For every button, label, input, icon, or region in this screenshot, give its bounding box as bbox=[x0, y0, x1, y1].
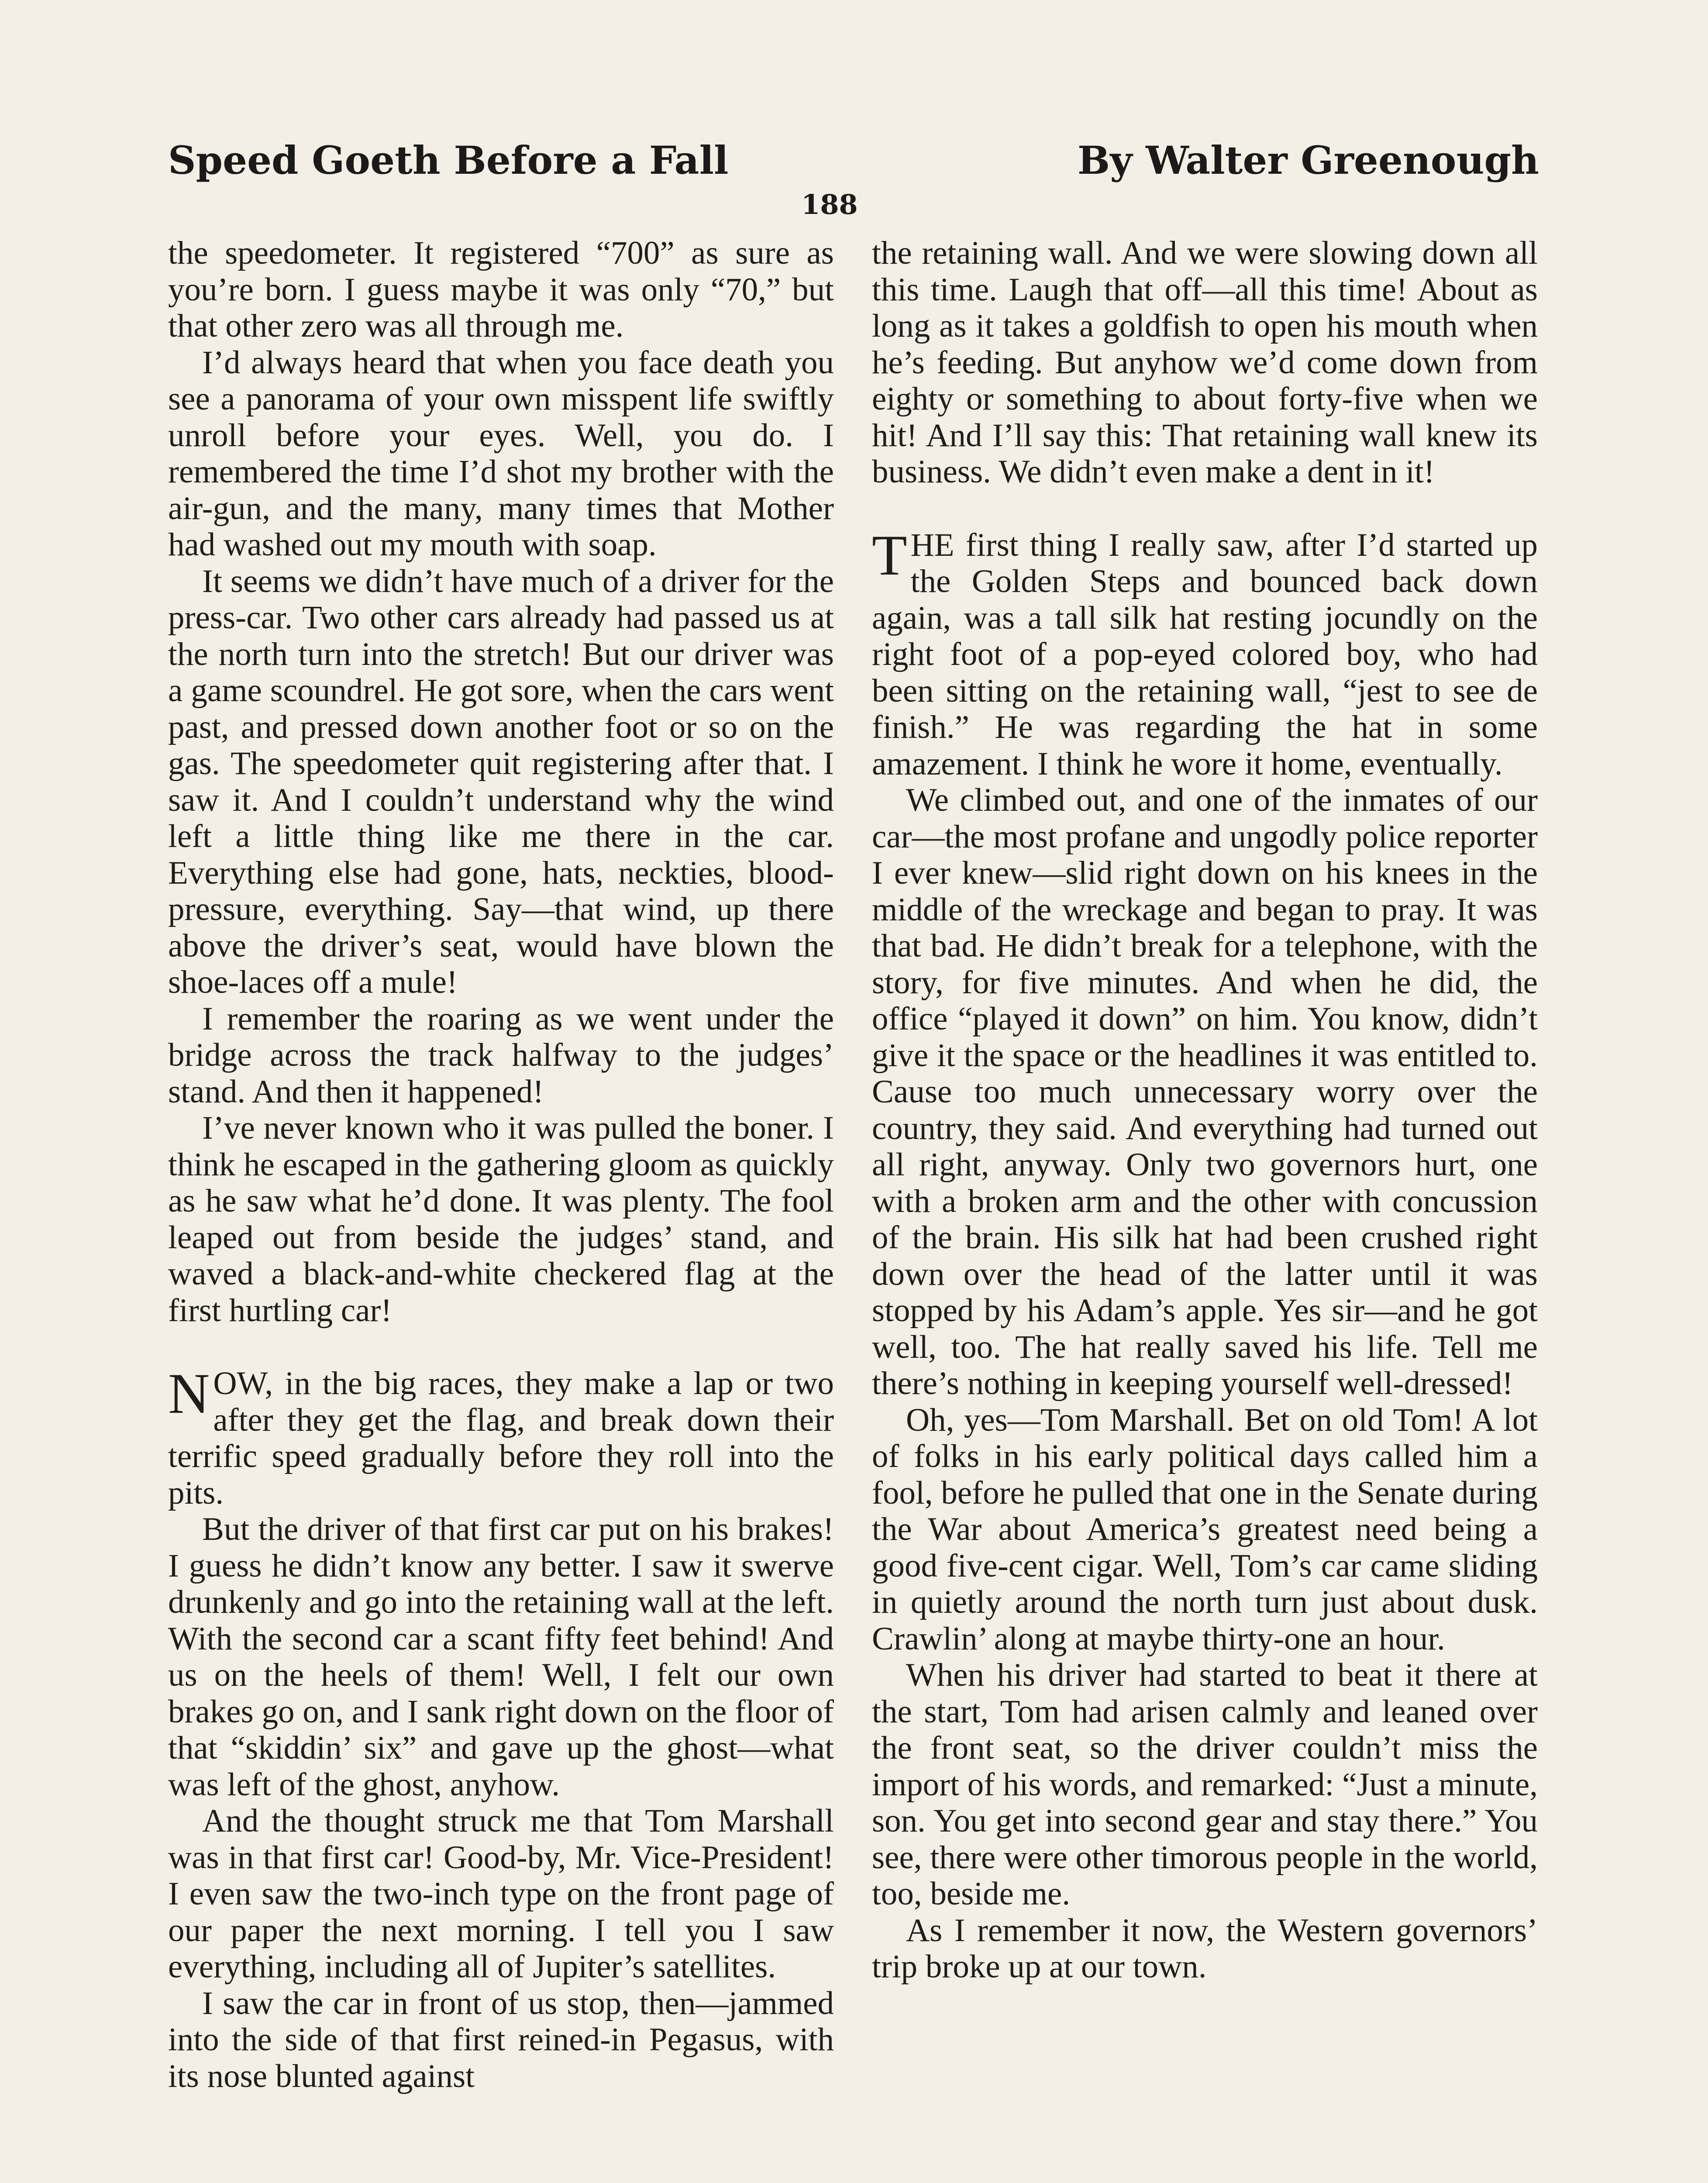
paragraph: Oh, yes—Tom Marshall. Bet on old Tom! A lot of folks in his early political days called him a fool, before he pulled that one in the Senate during the War about America’s greatest need being a good five-cent cigar. Well, Tom’s car came sliding in quietly around the north turn just about dusk. Crawlin’ along at maybe thirty-one an hour. bbox=[872, 1401, 1538, 1657]
left-column bbox=[168, 235, 834, 2094]
drop-cap-initial: T bbox=[872, 523, 907, 587]
running-header bbox=[168, 138, 1539, 194]
paragraph: I’ve never known who it was pulled the boner. I think he escaped in the gathering gloom as quickly as he saw what he’d done. It was plenty. The fool leaped out from beside the judges’ stand, and waved a black-and-white checkered flag at the first hurtling car! bbox=[168, 1110, 834, 1329]
paragraph: I’d always heard that when you face death you see a panorama of your own misspent life swiftly unroll before your eyes. Well, you do. I remembered the time I’d shot my brother with the air-gun, and the many, many times that Mother had washed out my mouth with soap. bbox=[168, 344, 834, 563]
paragraph: When his driver had started to beat it there at the start, Tom had arisen calmly and leaned over the front seat, so the driver couldn’t miss the import of his words, and remarked: “Just a minute, son. You get into second gear and stay there.” You see, there were other timorous people in the world, too, beside me. bbox=[872, 1657, 1538, 1912]
paragraph: We climbed out, and one of the inmates of our car—the most profane and ungodly police reporter I ever knew—slid right down on his knees in the middle of the wreckage and began to pray. It was that bad. He didn’t break for a telephone, with the story, for five minutes. And when he did, the office “played it down” on him. You know, didn’t give it the space or the headlines it was entitled to. Cause too much unnecessary worry over the country, they said. And everything had turned out all right, anyway. Only two governors hurt, one with a broken arm and the other with concussion of the brain. His silk hat had been crushed right down over the head of the latter until it was stopped by his Adam’s apple. Yes sir—and he got well, too. The hat really saved his life. Tell me there’s nothing in keeping yourself well-dressed! bbox=[872, 782, 1538, 1401]
paragraph: I saw the car in front of us stop, then—jammed into the side of that first reined-in Pegasus, with its nose blunted against bbox=[168, 1985, 834, 2094]
paragraph: As I remember it now, the Western governors’ trip broke up at our town. bbox=[872, 1912, 1538, 1985]
dropcap-paragraph-text: HE first thing I really saw, after I’d started up the Golden Steps and bounced back down again, was a tall silk hat resting jocundly on the right foot of a pop-eyed colored boy, who had been sitting on the retaining wall, “jest to see de finish.” He was regarding the hat in some amazement. I think he wore it home, eventually. bbox=[872, 527, 1538, 782]
right-column bbox=[872, 235, 1538, 1985]
author-byline: By Walter Greenough bbox=[1077, 138, 1539, 183]
paragraph: the retaining wall. And we were slowing down all this time. Laugh that off—all this time! About as long as it takes a goldfish to open his mouth when he’s feeding. But anyhow we’d come down from eighty or something to about forty-five when we hit! And I’ll say this: That retaining wall knew its business. We didn’t even make a dent in it! bbox=[872, 235, 1538, 490]
paragraph: It seems we didn’t have much of a driver for the press-car. Two other cars already had passed us at the north turn into the stretch! But our driver was a game scoundrel. He got sore, when the cars went past, and pressed down another foot or so on the gas. The speedometer quit registering after that. I saw it. And I couldn’t understand why the wind left a little thing like me there in the car. Everything else had gone, hats, neckties, blood-pressure, everything. Say—that wind, up there above the driver’s seat, would have blown the shoe-laces off a mule! bbox=[168, 563, 834, 1000]
paragraph: But the driver of that first car put on his brakes! I guess he didn’t know any better. I saw it swerve drunkenly and go into the retaining wall at the left. With the second car a scant fifty feet behind! And us on the heels of them! Well, I felt our own brakes go on, and I sank right down on the floor of that “skiddin’ six” and gave up the ghost—what was left of the ghost, anyhow. bbox=[168, 1511, 834, 1803]
paragraph: And the thought struck me that Tom Marshall was in that first car! Good-by, Mr. Vice-President! I even saw the two-inch type on the front page of our paper the next morning. I tell you I saw everything, including all of Jupiter’s satellites. bbox=[168, 1803, 834, 1985]
dropcap-paragraph bbox=[168, 1361, 834, 1511]
dropcap-paragraph bbox=[872, 523, 1538, 782]
paragraph: I remember the roaring as we went under the bridge across the track halfway to the judges’ stand. And then it happened! bbox=[168, 1000, 834, 1110]
dropcap-paragraph-text: OW, in the big races, they make a lap or two after they get the flag, and break down their terrific speed gradually before they roll into the pits. bbox=[168, 1365, 834, 1511]
page-number: 188 bbox=[801, 189, 858, 220]
paragraph: the speedometer. It registered “700” as sure as you’re born. I guess maybe it was only “70,” but that other zero was all through me. bbox=[168, 235, 834, 344]
story-title: Speed Goeth Before a Fall bbox=[168, 138, 729, 183]
drop-cap-initial: N bbox=[168, 1361, 210, 1425]
